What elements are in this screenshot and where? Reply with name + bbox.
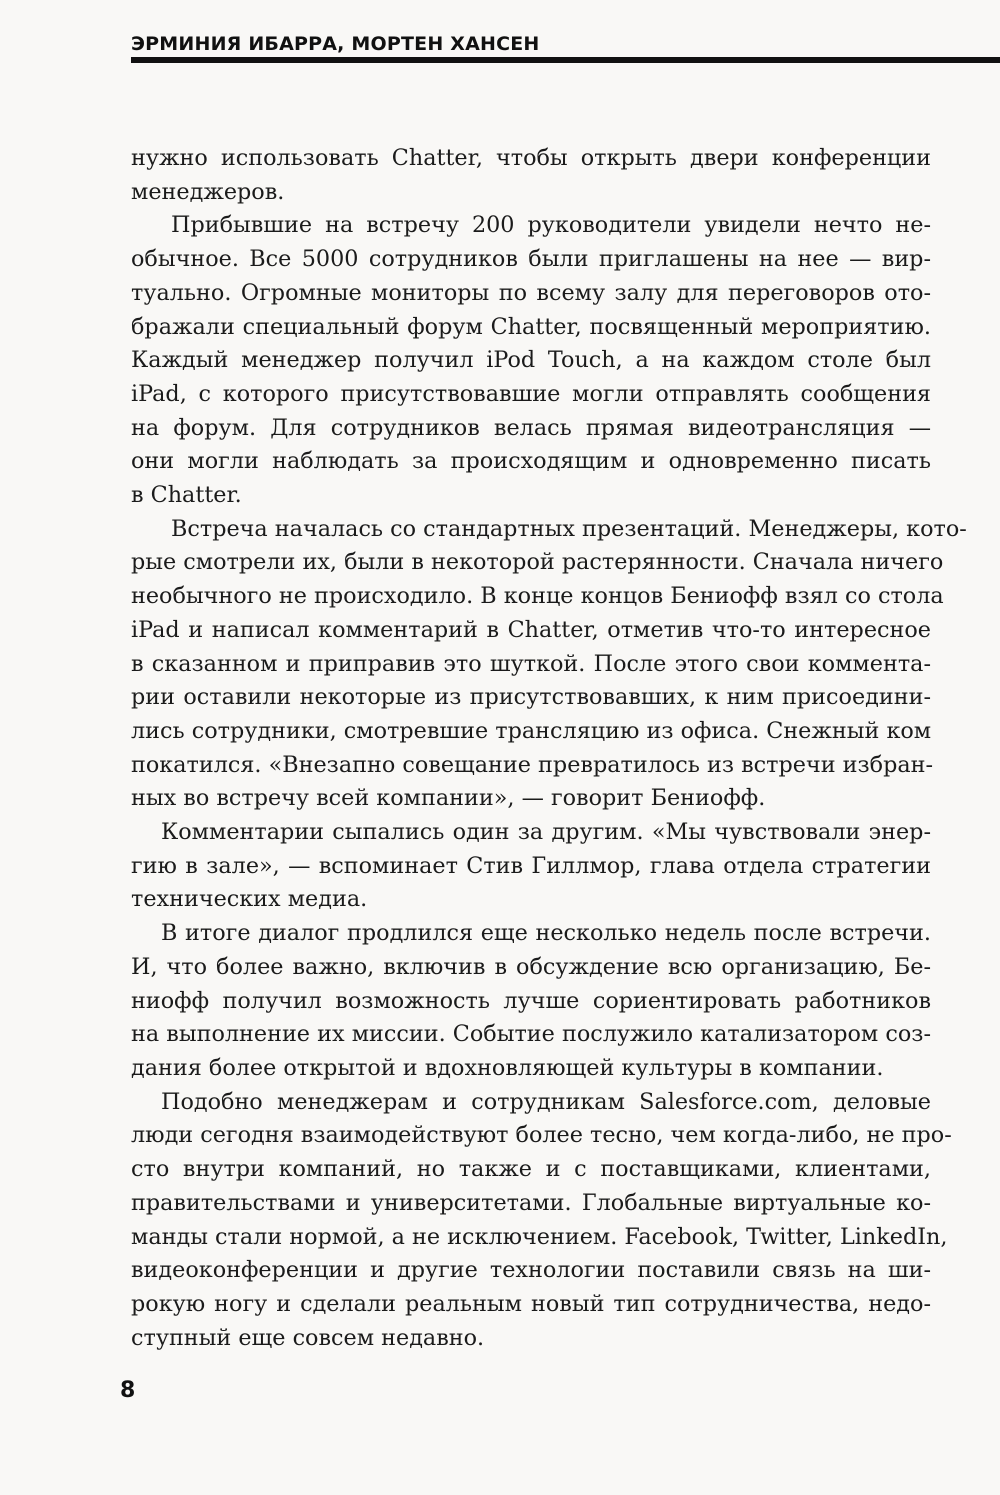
header-rule	[131, 57, 1000, 63]
text-line: сто внутри компаний, но также и с поставщиками, клиентами,	[131, 1156, 931, 1183]
text-line: правительствами и университетами. Глобальные виртуальные ко-	[131, 1189, 931, 1216]
running-head: ЭРМИНИЯ ИБАРРА, МОРТЕН ХАНСЕН	[131, 33, 540, 55]
text-line: iPad и написал комментарий в Chatter, отметив что-то интересное	[131, 616, 931, 643]
text-line: рокую ногу и сделали реальным новый тип сотрудничества, недо-	[131, 1290, 931, 1317]
text-line: туально. Огромные мониторы по всему залу для переговоров ото-	[131, 279, 931, 306]
text-line: лись сотрудники, смотревшие трансляцию из офиса. Снежный ком	[131, 717, 932, 744]
text-line: обычное. Все 5000 сотрудников были приглашены на нее — вир-	[131, 246, 931, 273]
text-line: ных во встречу всей компании», — говорит Бениофф.	[131, 785, 766, 812]
page-number: 8	[120, 1378, 136, 1403]
text-line: на выполнение их миссии. Событие послужило катализатором соз-	[131, 1021, 931, 1048]
text-line: рии оставили некоторые из присутствовавших, к ним присоедини-	[131, 684, 931, 711]
text-line: менеджеров.	[131, 178, 285, 205]
text-line: рые смотрели их, были в некоторой растерянности. Сначала ничего	[131, 549, 944, 576]
text-line: в сказанном и приправив это шуткой. После этого свои коммента-	[131, 650, 931, 677]
text-line: необычного не происходило. В конце концов Бениофф взял со стола	[131, 583, 944, 610]
text-line: они могли наблюдать за происходящим и одновременно писать	[131, 448, 931, 475]
text-line: на форум. Для сотрудников велась прямая видеотрансляция —	[131, 414, 931, 441]
text-line: ступный еще совсем недавно.	[131, 1324, 485, 1351]
text-line: бражали специальный форум Chatter, посвященный мероприятию.	[131, 313, 931, 340]
text-line: Комментарии сыпались один за другим. «Мы чувствовали энер-	[161, 819, 931, 846]
text-line: видеоконференции и другие технологии поставили связь на ши-	[131, 1257, 931, 1284]
text-line: И, что более важно, включив в обсуждение всю организацию, Бе-	[131, 953, 931, 980]
text-line: Прибывшие на встречу 200 руководители увидели нечто не-	[171, 212, 931, 239]
text-line: технических медиа.	[131, 886, 368, 913]
body-text	[131, 142, 967, 1355]
text-line: дания более открытой и вдохновляющей культуры в компании.	[131, 1054, 884, 1081]
text-line: гию в зале», — вспоминает Стив Гиллмор, глава отдела стратегии	[131, 852, 931, 879]
text-line: в Chatter.	[131, 482, 242, 509]
text-line: Каждый менеджер получил iPod Touch, а на каждом столе был	[131, 347, 931, 374]
text-line: манды стали нормой, а не исключением. Facebook, Twitter, LinkedIn,	[131, 1223, 948, 1250]
text-line: Встреча началась со стандартных презентаций. Менеджеры, кото-	[171, 515, 967, 542]
text-line: люди сегодня взаимодействуют более тесно, чем когда-либо, не про-	[131, 1122, 952, 1149]
text-line: Подобно менеджерам и сотрудникам Salesforce.com, деловые	[161, 1088, 931, 1115]
text-line: нужно использовать Chatter, чтобы открыть двери конференции	[131, 145, 931, 171]
text-line: iPad, с которого присутствовавшие могли отправлять сообщения	[131, 380, 931, 407]
text-line: В итоге диалог продлился еще несколько недель после встречи.	[161, 920, 931, 947]
text-line: ниофф получил возможность лучше сориентировать работников	[131, 987, 931, 1014]
text-line: покатился. «Внезапно совещание превратилось из встречи избран-	[131, 751, 934, 778]
